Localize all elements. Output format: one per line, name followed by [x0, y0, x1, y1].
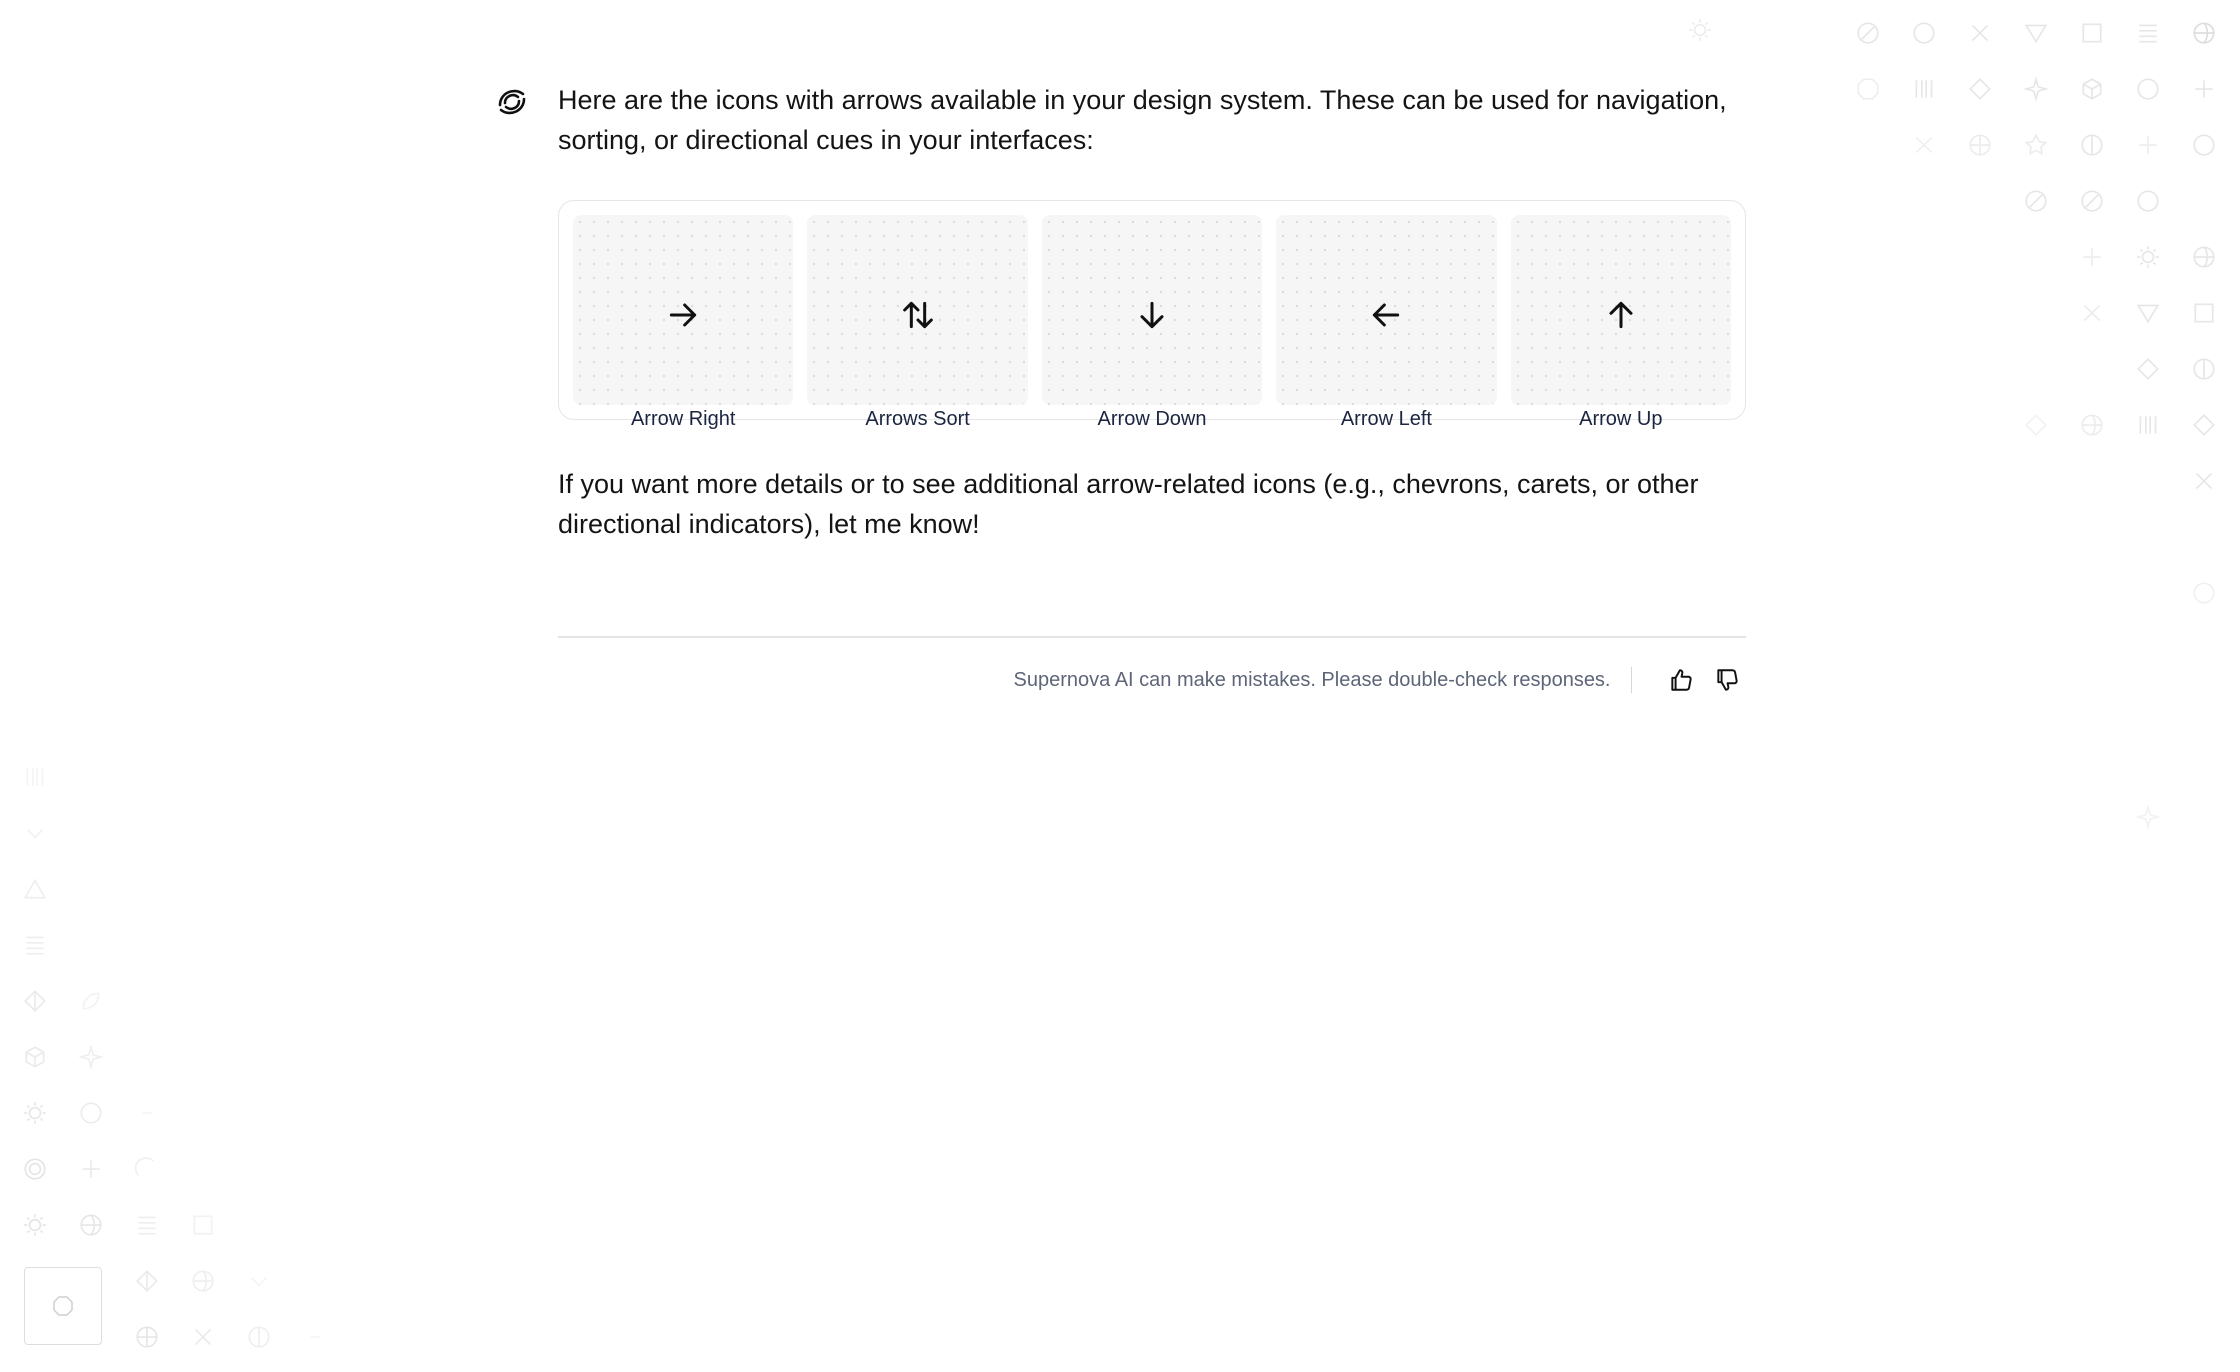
swirl-logo-icon: [494, 84, 530, 120]
bg-target-icon: [22, 1156, 48, 1182]
arrow-left-icon: [1366, 295, 1406, 335]
bg-plus-icon: [78, 1156, 104, 1182]
bg-sun-icon: [2135, 244, 2161, 270]
bg-sparkle-icon: [78, 1044, 104, 1070]
bg-bars-icon: [22, 764, 48, 790]
bg-circle-icon: [1911, 20, 1937, 46]
bg-diamond-icon: [2191, 412, 2217, 438]
bg-slash-circle-icon: [1855, 20, 1881, 46]
bg-dash-icon: [302, 1324, 328, 1350]
bg-x-icon: [1967, 20, 1993, 46]
octagon-icon: [51, 1294, 75, 1318]
bg-plus-icon: [2079, 244, 2105, 270]
icon-card-arrow-up[interactable]: [1511, 215, 1731, 430]
bg-triangle-icon: [2023, 20, 2049, 46]
bg-dash-icon: [134, 1100, 160, 1126]
bg-square-icon: [2079, 20, 2105, 46]
bg-globe-icon: [2191, 20, 2217, 46]
assistant-message: [558, 80, 1746, 544]
bg-half-circle-icon: [2079, 132, 2105, 158]
bg-sun-icon: [1687, 17, 1713, 43]
bg-globe-icon: [2079, 412, 2105, 438]
bg-x-icon: [2191, 468, 2217, 494]
bg-x-icon: [2079, 300, 2105, 326]
icon-card-arrow-right[interactable]: [573, 215, 793, 430]
icon-card-arrow-left[interactable]: [1276, 215, 1496, 430]
icon-card-label: Arrow Up: [1579, 408, 1663, 430]
bg-bars-icon: [1911, 76, 1937, 102]
bg-diamond-icon: [2135, 356, 2161, 382]
icon-card-arrow-down[interactable]: [1042, 215, 1262, 430]
bg-square-icon: [190, 1212, 216, 1238]
bg-crosshair-icon: [1967, 132, 1993, 158]
bg-cube-icon: [2079, 76, 2105, 102]
icon-card-arrows-sort[interactable]: [807, 215, 1027, 430]
bg-arc-icon: [134, 1156, 160, 1182]
bg-plus-icon: [2191, 76, 2217, 102]
divider: [558, 636, 1746, 638]
bg-lines-icon: [2135, 20, 2161, 46]
intro-text: Here are the icons with arrows available in your design system. These can be used for navigation, sorting, or directional cues in your interfaces:: [558, 85, 1727, 155]
corner-tile[interactable]: [24, 1267, 102, 1345]
bg-circle-icon: [78, 1100, 104, 1126]
bg-diamond-icon: [2023, 412, 2049, 438]
thumbs-up-icon: [1668, 667, 1694, 693]
icon-grid: [558, 200, 1746, 430]
bg-star-icon: [2023, 132, 2049, 158]
bg-circle-icon: [2191, 580, 2217, 606]
followup-text: If you want more details or to see additional arrow-related icons (e.g., chevrons, carets, or other directional indicators), let me know!: [558, 469, 1699, 539]
bg-triangle-icon: [2135, 300, 2161, 326]
bg-plus-icon: [2135, 132, 2161, 158]
bg-globe-icon: [78, 1212, 104, 1238]
bg-sun-icon: [22, 1212, 48, 1238]
separator: [1631, 667, 1633, 693]
arrow-down-icon: [1132, 295, 1172, 335]
arrow-right-icon: [663, 295, 703, 335]
bg-lines-icon: [22, 932, 48, 958]
icon-card-label: Arrows Sort: [865, 408, 970, 430]
thumbs-up-button[interactable]: [1662, 661, 1700, 699]
bg-half-circle-icon: [2191, 356, 2217, 382]
bg-cube-icon: [22, 1044, 48, 1070]
bg-leaf-icon: [78, 988, 104, 1014]
bg-sparkle-icon: [2135, 804, 2161, 830]
icon-card-label: Arrow Right: [630, 408, 736, 430]
bg-x-icon: [1911, 132, 1937, 158]
thumbs-down-button[interactable]: [1708, 661, 1746, 699]
bg-globe-icon: [2191, 244, 2217, 270]
disclaimer-text: Supernova AI can make mistakes. Please double-check responses.: [1013, 668, 1611, 691]
bg-sparkle-icon: [2023, 76, 2049, 102]
thumbs-down-icon: [1714, 667, 1740, 693]
bg-half-circle-icon: [246, 1324, 272, 1350]
bg-circle-icon: [2135, 188, 2161, 214]
bg-circle-icon: [2135, 76, 2161, 102]
bg-circle-icon: [2191, 132, 2217, 158]
bg-x-icon: [190, 1324, 216, 1350]
bg-octagon-icon: [1855, 76, 1881, 102]
bg-bars-icon: [2135, 412, 2161, 438]
arrow-up-icon: [1601, 295, 1641, 335]
icon-card-label: Arrow Left: [1340, 408, 1432, 430]
bg-crosshair-icon: [134, 1324, 160, 1350]
bg-triangle-icon: [22, 876, 48, 902]
bg-diamond-icon: [134, 1268, 160, 1294]
bg-slash-circle-icon: [2079, 188, 2105, 214]
bg-lines-icon: [134, 1212, 160, 1238]
bg-diamond-icon: [22, 988, 48, 1014]
bg-chevron-icon: [22, 820, 48, 846]
icon-card-label: Arrow Down: [1097, 408, 1207, 430]
bg-chevron-icon: [246, 1268, 272, 1294]
bg-slash-circle-icon: [2023, 188, 2049, 214]
bg-globe-icon: [190, 1268, 216, 1294]
bg-square-icon: [2191, 300, 2217, 326]
feedback-row: [558, 660, 1746, 700]
arrows-sort-icon: [898, 295, 938, 335]
bg-diamond-icon: [1967, 76, 1993, 102]
bg-sun-icon: [22, 1100, 48, 1126]
